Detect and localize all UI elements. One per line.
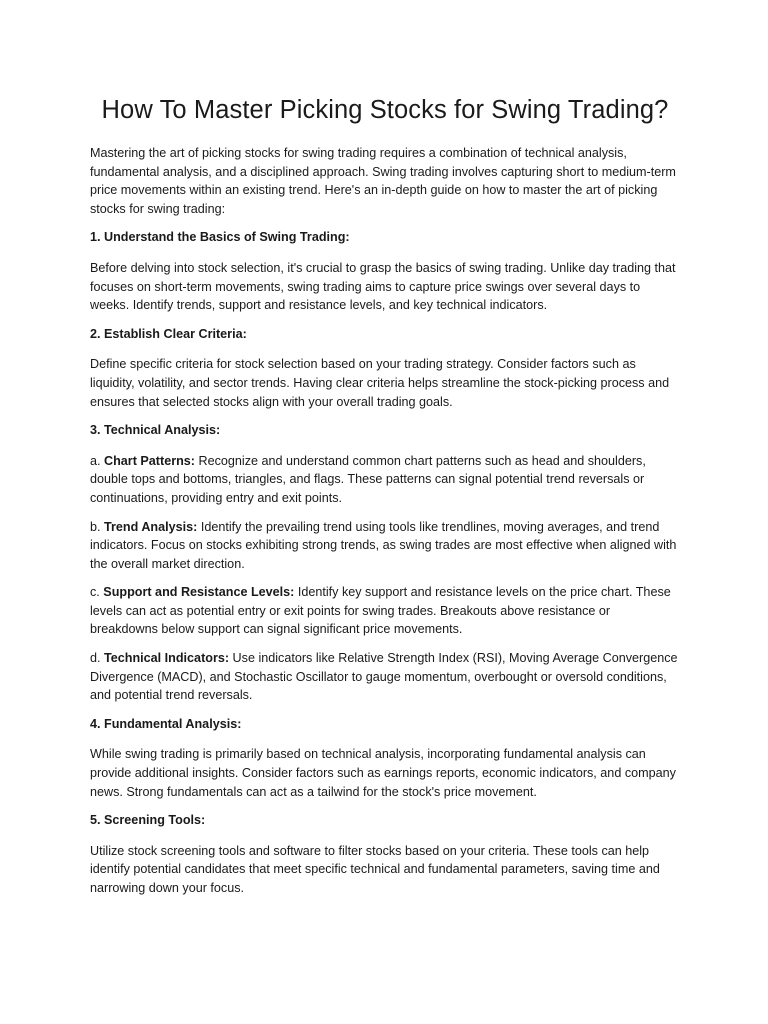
document-page <box>90 92 680 908</box>
item-lead: Technical Indicators: <box>104 651 230 666</box>
technical-indicators-item <box>90 649 680 705</box>
section-2-body: Define specific criteria for stock selection based on your trading strategy. Consider factors such as liquidity, volatility, and sector trends. Having clear criteria helps streamline the stock-picking process and ensures that selected stocks align with your overall trading goals. <box>90 357 670 409</box>
section-4-body: While swing trading is primarily based on technical analysis, incorporating fundamental analysis can provide additional insights. Consider factors such as earnings reports, economic indicators, and company news. Strong fundamentals can act as a tailwind for the stock's price movement. <box>90 747 676 799</box>
item-prefix: a. <box>90 453 105 468</box>
section-4-heading: 4. Fundamental Analysis: <box>90 716 242 731</box>
chart-patterns-item <box>90 452 680 508</box>
intro-paragraph: Mastering the art of picking stocks for swing trading requires a combination of technical analysis, fundamental analysis, and a disciplined approach. Swing trading involves capturing short to medium-term price movements within an existing trend. Here's an in-depth guide on how to master the art of picking stocks for swing trading: <box>90 146 676 216</box>
item-text: Identify the prevailing trend using tools like trendlines, moving averages, and trend indicators. Focus on stocks exhibiting strong trends, as swing trades are most effective when aligned with the overall market direction. <box>90 519 677 571</box>
trend-analysis-item <box>90 518 680 574</box>
section-5-body: Utilize stock screening tools and software to filter stocks based on your criteria. These tools can help identify potential candidates that meet specific technical and fundamental parameters, saving time and narrowing down your focus. <box>90 843 660 895</box>
item-prefix: b. <box>90 519 105 534</box>
section-2-heading: 2. Establish Clear Criteria: <box>90 326 247 341</box>
item-prefix: d. <box>90 651 105 666</box>
item-text: Identify key support and resistance levels on the price chart. These levels can act as potential entry or exit points for swing trades. Breakouts above resistance or breakdowns below support can signal significant price movements. <box>90 585 671 637</box>
section-5-heading: 5. Screening Tools: <box>90 813 206 828</box>
section-3-heading: 3. Technical Analysis: <box>90 423 221 438</box>
item-text: Use indicators like Relative Strength Index (RSI), Moving Average Convergence Divergence (MACD), and Stochastic Oscillator to gauge momentum, overbought or oversold conditions, and potential trend reversals. <box>90 651 678 703</box>
section-1-body: Before delving into stock selection, it's crucial to grasp the basics of swing trading. Unlike day trading that focuses on short-term movements, swing trading aims to capture price swings over several days to weeks. Identify trends, support and resistance levels, and key technical indicators. <box>90 260 676 313</box>
support-resistance-item <box>90 583 680 639</box>
item-lead: Chart Patterns: <box>104 453 195 468</box>
item-text: Recognize and understand common chart patterns such as head and shoulders, double tops and bottoms, triangles, and flags. These patterns can signal potential trend reversals or continuations, providing entry and exit points. <box>90 453 646 505</box>
item-prefix: c. <box>90 585 104 600</box>
item-lead: Trend Analysis: <box>104 519 198 534</box>
document-title: How To Master Picking Stocks for Swing Trading? <box>101 96 669 124</box>
item-lead: Support and Resistance Levels: <box>103 585 295 600</box>
section-1-heading: 1. Understand the Basics of Swing Trading: <box>90 230 350 245</box>
